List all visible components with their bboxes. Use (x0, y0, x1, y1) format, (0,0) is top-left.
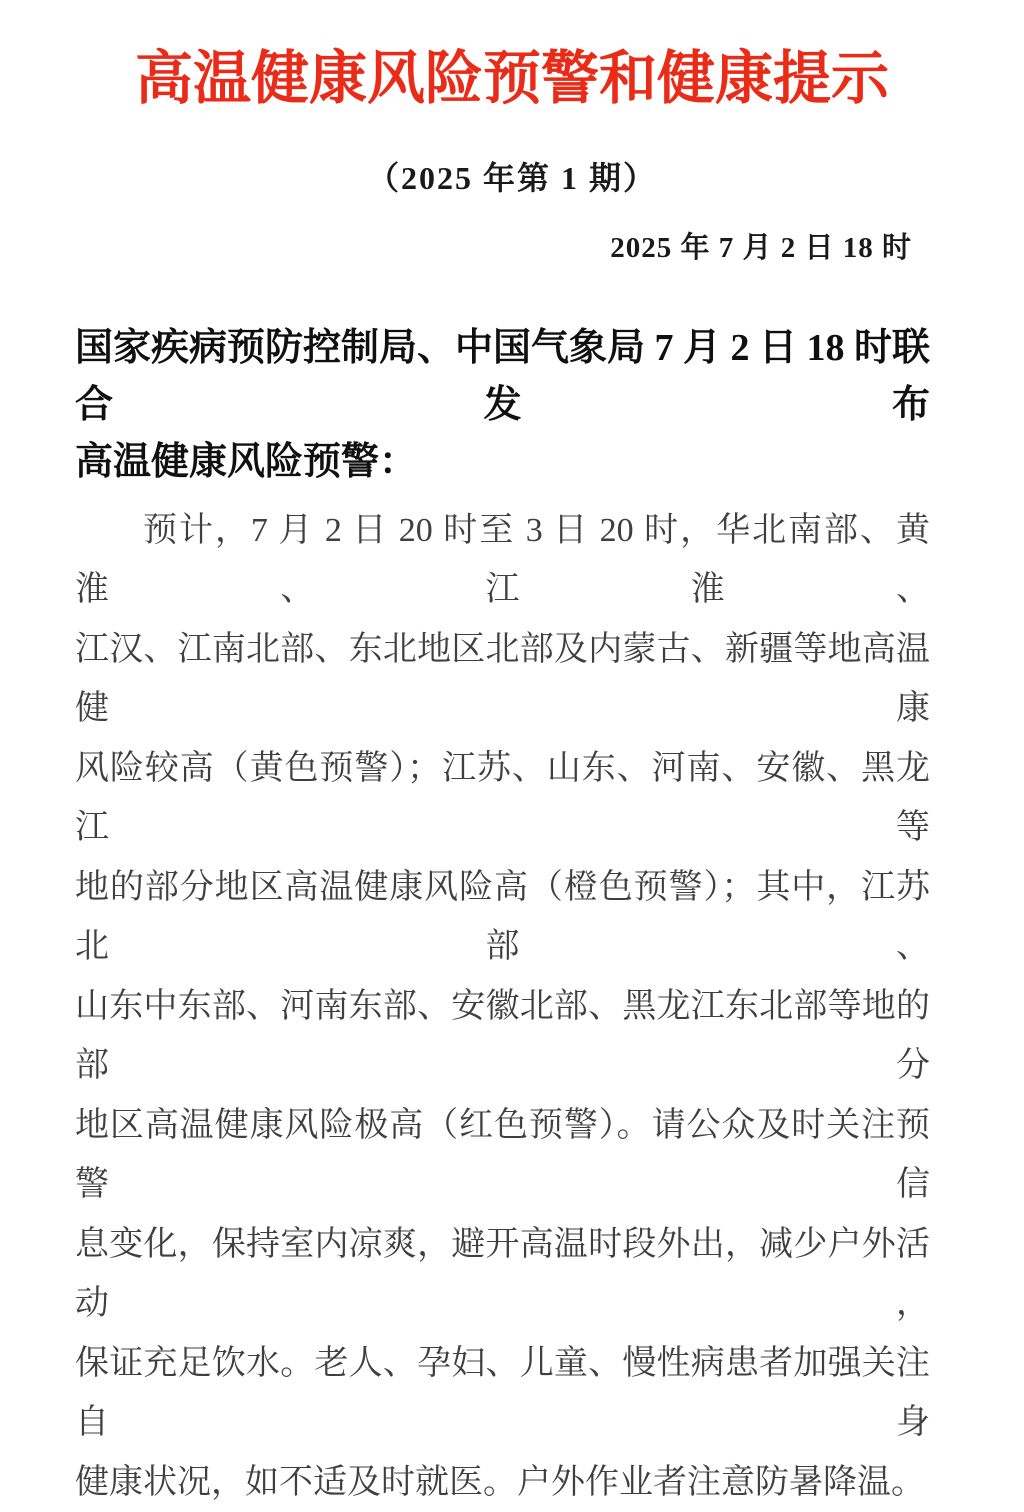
body-line: 江汉、江南北部、东北地区北部及内蒙古、新疆等地高温健康 (75, 630, 930, 728)
heading-paragraph (75, 320, 930, 491)
body-line: 地区高温健康风险极高（红色预警）。请公众及时关注预警信 (75, 1106, 930, 1204)
heading-line: 国家疾病预防控制局、中国气象局 7 月 2 日 18 时联合发布 (75, 326, 931, 426)
body-line: 预计，7 月 2 日 20 时至 3 日 20 时，华北南部、黄淮、江淮、 (75, 511, 930, 609)
publish-date-line: 2025 年 7 月 2 日 18 时 (610, 231, 912, 264)
body-paragraph (75, 501, 930, 1512)
body-line: 健康状况，如不适及时就医。户外作业者注意防暑降温。 (75, 1463, 925, 1501)
body-line: 保证充足饮水。老人、孕妇、儿童、慢性病患者加强关注自身 (75, 1344, 930, 1442)
body-line: 风险较高（黄色预警）；江苏、山东、河南、安徽、黑龙江等 (75, 749, 930, 847)
body-line: 地的部分地区高温健康风险高（橙色预警）；其中，江苏北部、 (75, 868, 930, 966)
body-line: 山东中东部、河南东部、安徽北部、黑龙江东北部等地的部分 (75, 987, 930, 1085)
document-title: 高温健康风险预警和健康提示 (134, 46, 889, 111)
heading-line: 高温健康风险预警： (75, 440, 418, 483)
body-line: 息变化，保持室内凉爽，避开高温时段外出，减少户外活动， (75, 1225, 930, 1323)
issue-number-line: （2025 年第 1 期） (366, 159, 657, 196)
